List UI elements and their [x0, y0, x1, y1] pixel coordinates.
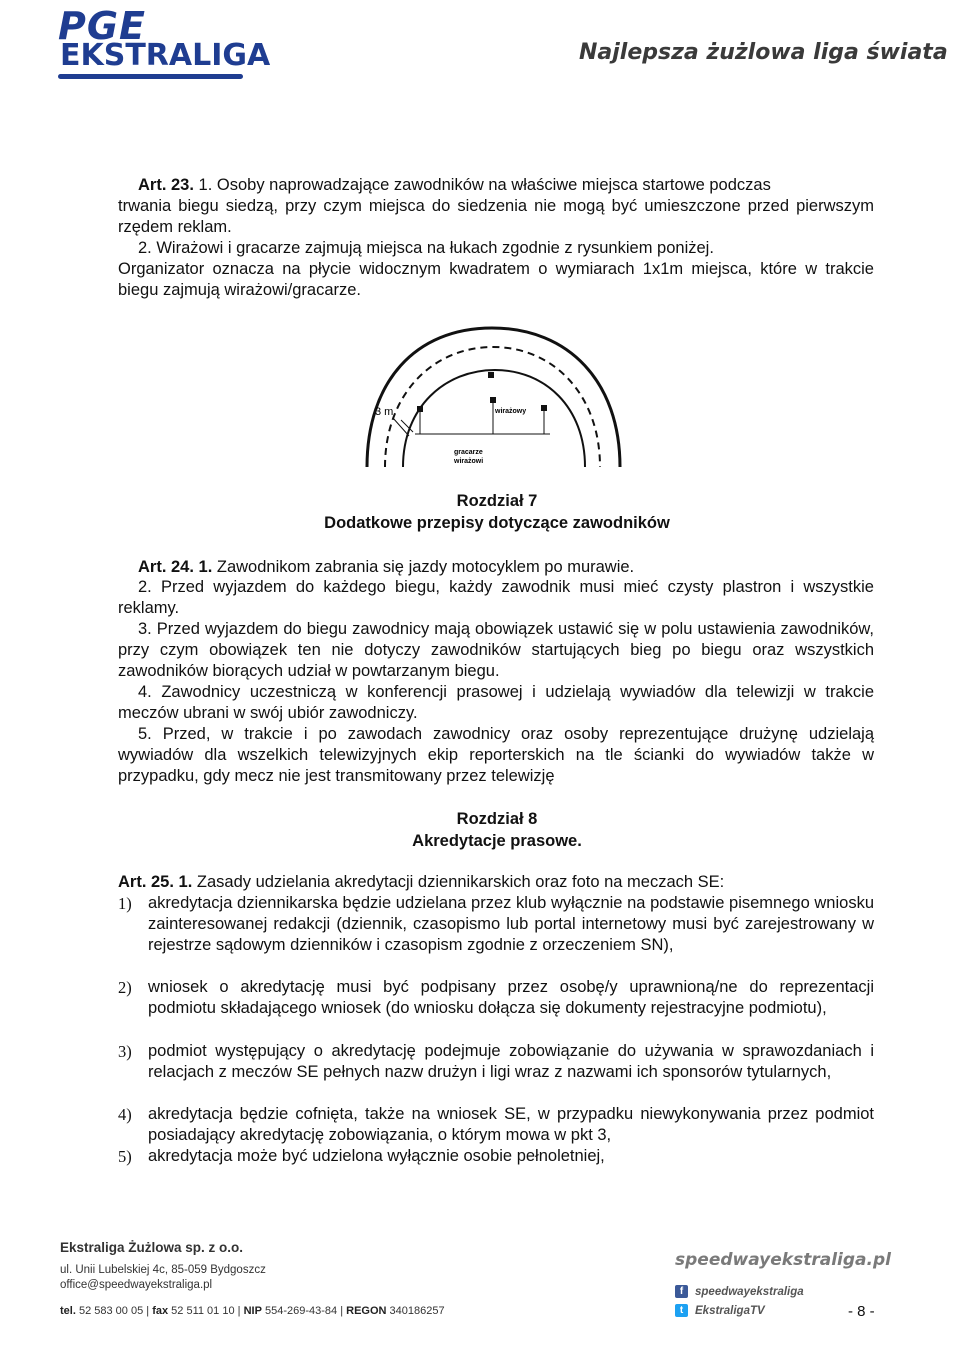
art24-lead: Art. 24. 1. — [138, 558, 213, 576]
chapter8-title: Akredytacje prasowe. — [412, 832, 582, 850]
list-item-number: 5) — [118, 1147, 132, 1166]
art23-p2-first: 2. Wirażowi i gracarze zajmują miejsca na łukach zgodnie z rysunkiem poniżej. — [138, 239, 714, 257]
regon-value: 340186257 — [389, 1305, 445, 1317]
facebook-link[interactable] — [675, 1285, 804, 1298]
chapter8-number: Rozdział 8 — [456, 810, 538, 828]
position-marker — [417, 406, 423, 412]
footer-website[interactable]: speedwayekstraliga.pl — [675, 1250, 891, 1270]
list-item-number: 1) — [118, 894, 132, 913]
label-3m: 3 m — [375, 406, 394, 418]
art24-p4: 4. Zawodnicy uczestniczą w konferencji prasowej i udzielają wywiadów dla telewizji w trakcie meczów ubrani w swój ubiór zawodniczy. — [118, 683, 874, 722]
logo-swoosh — [58, 74, 243, 79]
art24-p3: 3. Przed wyjazdem do biegu zawodnicy mają obowiązek ustawić się w polu ustawienia zawodników, przy czym obowiązek ten nie dotyczy zawodników startujących bieg po biegu oraz wszystkich zawodników biorących udział w powtarzanym biegu. — [118, 620, 874, 680]
header-slogan: Najlepsza żużlowa liga świata — [579, 40, 948, 65]
chapter7-number: Rozdział 7 — [456, 492, 538, 510]
art24-line1 — [138, 557, 634, 578]
footer-address: ul. Unii Lubelskiej 4c, 85-059 Bydgoszcz — [60, 1264, 266, 1276]
list-item-number: 4) — [118, 1105, 132, 1124]
fax-label: fax — [152, 1305, 169, 1317]
regon-label: REGON — [346, 1305, 387, 1317]
tel-label: tel. — [60, 1305, 76, 1317]
list-item-text: wniosek o akredytację musi być podpisany przez osobę/y uprawnioną/ne do reprezentacji podmiotu składającego wniosek (do wniosku dołącza się dokumenty rejestracyjne podmiotu), — [148, 978, 874, 1017]
footer-company: Ekstraliga Żużlowa sp. z o.o. — [60, 1240, 244, 1255]
list-item-text: akredytacja może być udzielona wyłącznie osobie pełnoletniej, — [148, 1147, 605, 1165]
facebook-handle: speedwayekstraliga — [695, 1285, 804, 1298]
list-item-text: akredytacja będzie cofnięta, także na wniosek SE, w przypadku niewykonywania przez podmiot posiadający akredytację zobowiązania, o którym mowa w pkt 3, — [148, 1105, 874, 1144]
tel-value: 52 583 00 05 — [78, 1305, 144, 1317]
nip-value: 554-269-43-84 — [264, 1305, 338, 1317]
pge-ekstraliga-logo — [58, 4, 271, 76]
track-arc-diagram — [355, 322, 630, 472]
twitter-handle: EkstraligaTV — [695, 1304, 765, 1317]
footer-email[interactable]: office@speedwayekstraliga.pl — [60, 1279, 213, 1291]
art24-p1: Zawodnikom zabrania się jazdy motocyklem po murawie. — [216, 558, 635, 576]
position-marker — [488, 372, 494, 378]
position-marker — [541, 405, 547, 411]
track-inner-arc — [403, 370, 585, 467]
art24-p2: 2. Przed wyjazdem do każdego biegu, każdy zawodnik musi mieć czysty plastron i wszystkie reklamy. — [118, 578, 874, 617]
art25-line1 — [118, 872, 724, 893]
art23-p1-num: 1. — [198, 176, 213, 194]
chapter7-title: Dodatkowe przepisy dotyczące zawodników — [324, 514, 670, 532]
label-wirazowi: wirażowi — [454, 458, 484, 465]
art23-p1-rest: trwania biegu siedzą, przy czym miejsca do siedzenia nie mogą być umieszczone przed pierwszym rzędem reklam. — [118, 197, 874, 236]
facebook-icon: f — [675, 1285, 688, 1298]
footer-address-block — [60, 1263, 266, 1293]
list-item-text: podmiot występujący o akredytację podejmuje zobowiązanie do używania w sprawozdaniach i relacjach z meczów SE pełnych nazw drużyn i ligi wraz z nazwami ich sponsorów tytularnych, — [148, 1042, 874, 1081]
art25-lead: Art. 25. 1. — [118, 873, 193, 891]
list-item-number: 3) — [118, 1042, 132, 1061]
art25-intro: Zasady udzielania akredytacji dziennikarskich oraz foto na meczach SE: — [196, 873, 725, 891]
list-item-number: 2) — [118, 978, 132, 997]
art23-p2-rest: Organizator oznacza na płycie widocznym kwadratem o wymiarach 1x1m miejsca, które w trakcie biegu zajmują wirażowi/gracarze. — [118, 260, 874, 299]
label-wirazowy: wirażowy — [495, 408, 527, 415]
position-marker — [490, 397, 496, 403]
list-item-text: akredytacja dziennikarska będzie udzielana przez klub wyłącznie na podstawie pisemnego wniosku zainteresowanej redakcji (dziennik, czasopismo lub portal internetowy musi być zarejestrowany w rejestrze sądowym dzienników i czasopism zgodnie z orzeczeniem SN), — [148, 894, 874, 954]
logo-text-ekstraliga: EKSTRALIGA — [60, 38, 271, 73]
art24-p5: 5. Przed, w trakcie i po zawodach zawodnicy oraz osoby reprezentujące drużynę udzielają wywiadów dla wszelkich telewizyjnych ekip reporterskich na tle ścianki do wywiadów także w przypadku, gdy mecz nie jest transmitowany przez telewizję — [118, 725, 874, 785]
fax-value: 52 511 01 10 — [171, 1305, 235, 1317]
logo-text-pge: PGE — [58, 4, 146, 48]
twitter-icon: t — [675, 1304, 688, 1317]
art23-lead: Art. 23. — [138, 176, 194, 194]
label-gracarze: gracarze — [454, 449, 483, 456]
art23-line1 — [138, 175, 771, 196]
page-number: - 8 - — [848, 1303, 875, 1320]
art23-p1-first: Osoby naprowadzające zawodników na właściwe miejsca startowe podczas — [216, 176, 771, 194]
twitter-link[interactable] — [675, 1304, 765, 1317]
nip-label: NIP — [243, 1305, 262, 1317]
footer-contact-line: tel. 52 583 00 05 | fax 52 511 01 10 | NIP 554-269-43-84 | REGON 340186257 — [60, 1305, 445, 1317]
